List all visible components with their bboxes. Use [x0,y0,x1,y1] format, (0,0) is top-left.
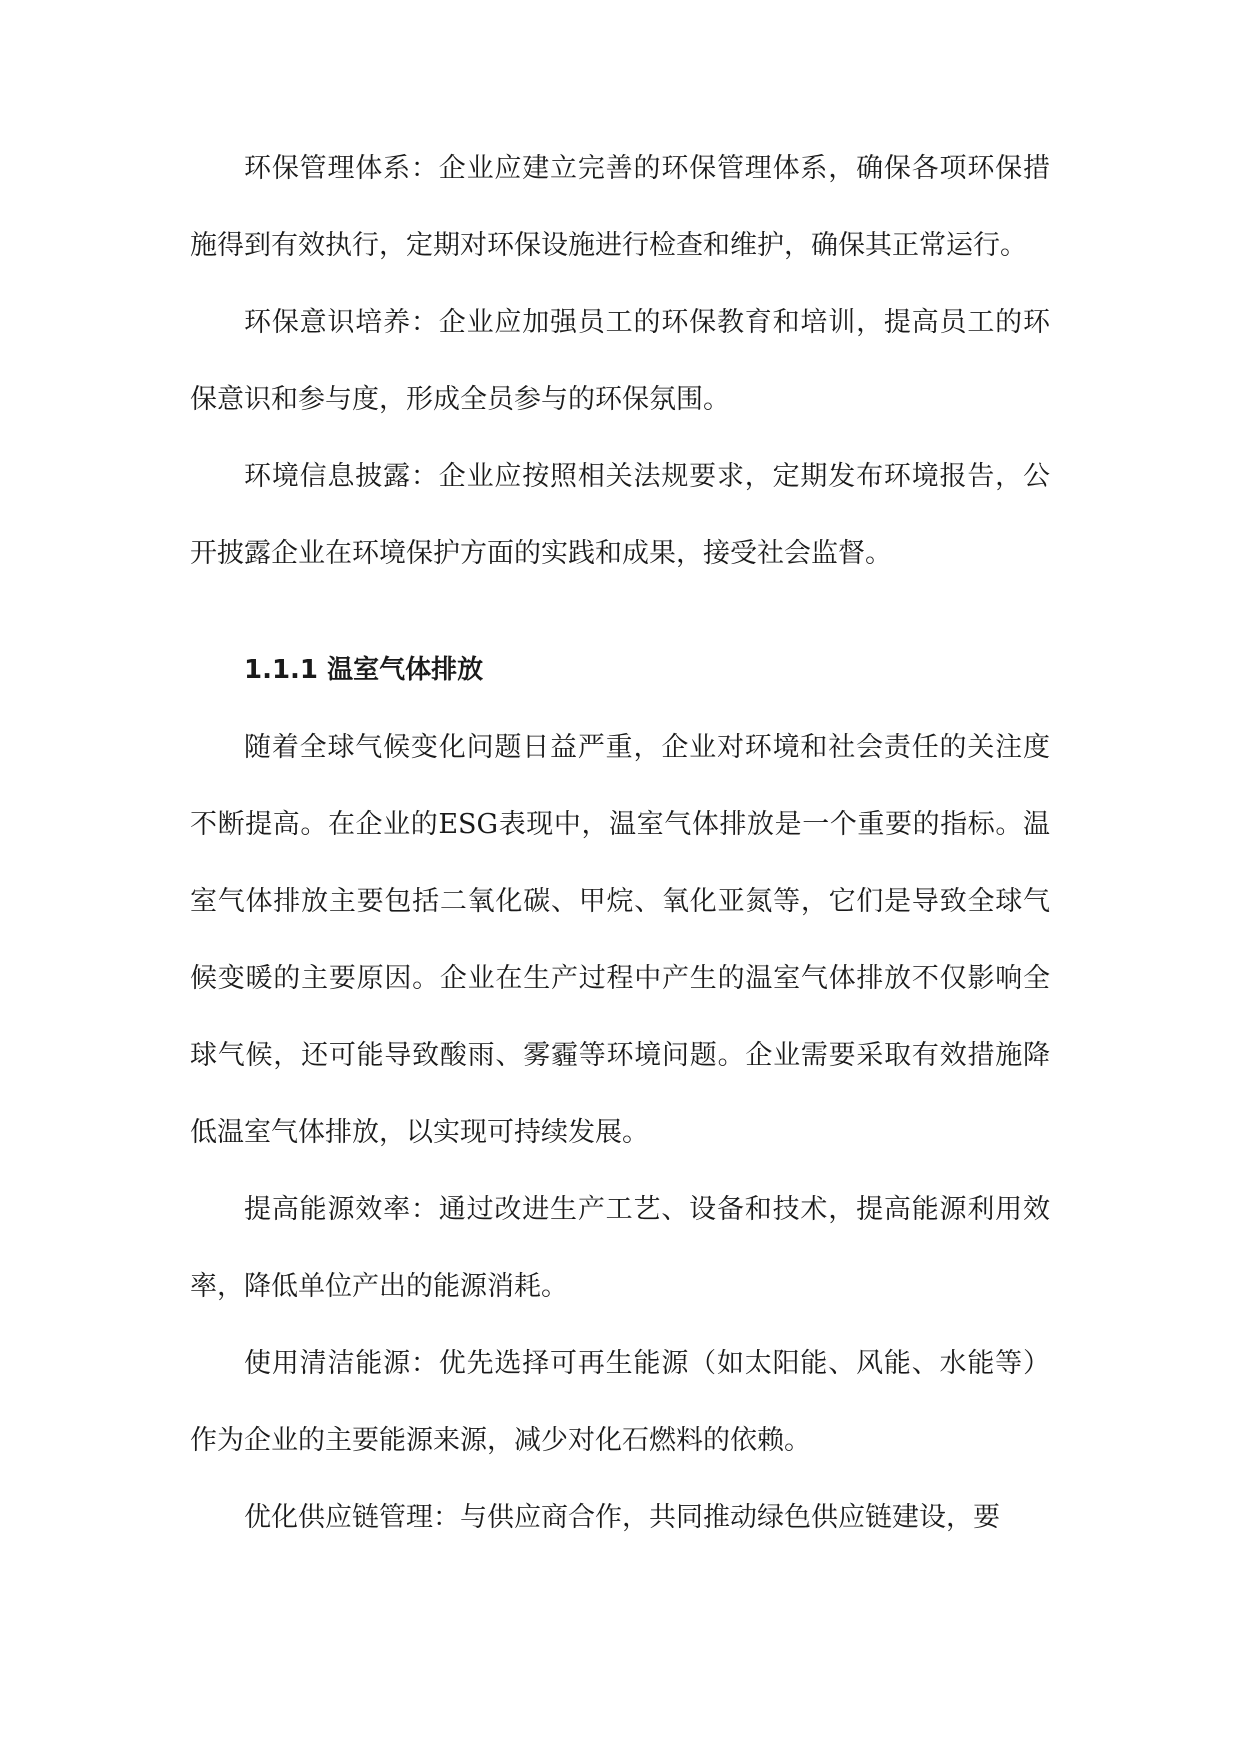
paragraph-env-disclosure: 环境信息披露：企业应按照相关法规要求，定期发布环境报告，公开披露企业在环境保护方面的实践和成果，接受社会监督。 [190,461,1050,569]
document-body [190,130,1050,1556]
paragraph-supply-chain: 优化供应链管理：与供应商合作，共同推动绿色供应链建设，要 [244,1502,1000,1533]
paragraph-clean-energy: 使用清洁能源：优先选择可再生能源（如太阳能、风能、水能等）作为企业的主要能源来源，减少对化石燃料的依赖。 [190,1348,1050,1456]
paragraph-ghg-intro: 随着全球气候变化问题日益严重，企业对环境和社会责任的关注度不断提高。在企业的ESG表现中，温室气体排放是一个重要的指标。温室气体排放主要包括二氧化碳、甲烷、氧化亚氮等，它们是导致全球气候变暖的主要原因。企业在生产过程中产生的温室气体排放不仅影响全球气候，还可能导致酸雨、雾霾等环境问题。企业需要采取有效措施降低温室气体排放，以实现可持续发展。 [190,732,1050,1148]
paragraph-env-awareness: 环保意识培养：企业应加强员工的环保教育和培训，提高员工的环保意识和参与度，形成全员参与的环保氛围。 [190,307,1050,415]
paragraph-env-management-system: 环保管理体系：企业应建立完善的环保管理体系，确保各项环保措施得到有效执行，定期对环保设施进行检查和维护，确保其正常运行。 [190,153,1050,261]
section-heading [190,632,1050,709]
section-number: 1.1.1 [244,655,319,685]
section-title: 温室气体排放 [327,655,484,685]
paragraph-energy-efficiency: 提高能源效率：通过改进生产工艺、设备和技术，提高能源利用效率，降低单位产出的能源消耗。 [190,1194,1050,1302]
